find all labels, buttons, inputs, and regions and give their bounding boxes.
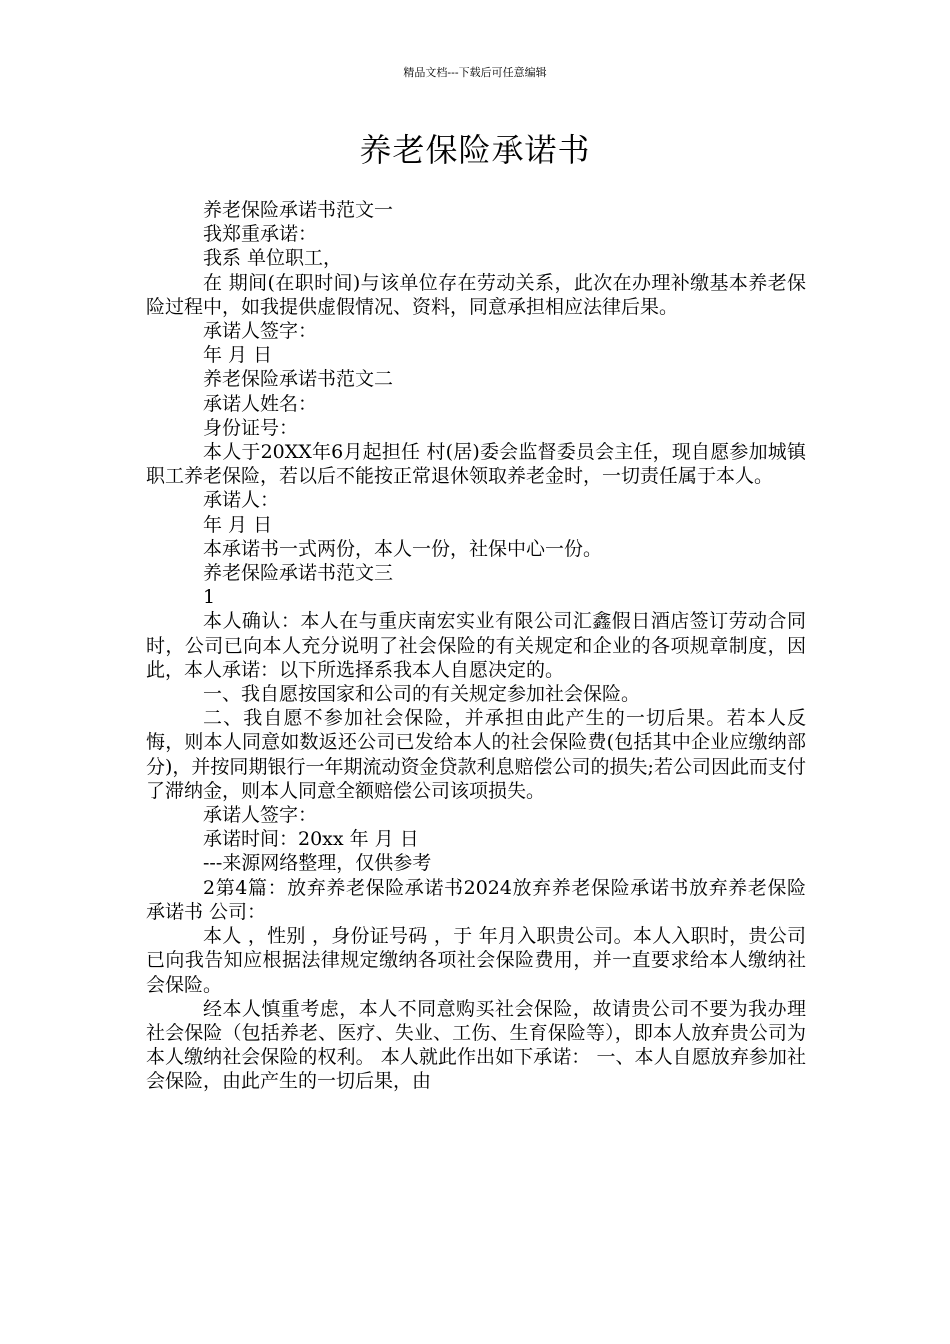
paragraph: 本人于20XX年6月起担任 村(居)委会监督委员会主任，现自愿参加城镇职工养老保险，若以后不能按正常退休领取养老金时，一切责任属于本人。 [146,441,806,488]
paragraph: 2第4篇：放弃养老保险承诺书2024放弃养老保险承诺书放弃养老保险承诺书 公司： [146,876,806,923]
date-line: 承诺时间：20xx 年 月 日 [203,828,419,851]
section-heading-2: 养老保险承诺书范文二 [203,368,394,391]
document-body [146,198,806,1094]
paragraph: 本人确认：本人在与重庆南宏实业有限公司汇鑫假日酒店签订劳动合同时，公司已向本人充分说明了社会保险的有关规定和企业的各项规章制度，因此，本人承诺：以下所选择系我本人自愿决定的。 [146,610,806,681]
source-note: ---来源网络整理，仅供参考 [203,852,432,875]
paragraph: 在 期间(在职时间)与该单位存在劳动关系，此次在办理补缴基本养老保险过程中，如我提供虚假情况、资料，同意承担相应法律后果。 [146,271,806,318]
section-heading-1: 养老保险承诺书范文一 [203,199,394,221]
paragraph: 我系 单位职工， [203,247,343,270]
paragraph: 一、我自愿按国家和公司的有关规定参加社会保险。 [203,683,641,706]
signature-line: 承诺人： [203,489,280,512]
signature-line: 承诺人签字： [203,320,318,343]
document-title: 养老保险承诺书 [359,131,591,169]
paragraph: 我郑重承诺： [203,223,318,246]
date-line: 年 月 日 [203,344,273,367]
paragraph: 本承诺书一式两份，本人一份，社保中心一份。 [203,537,603,560]
paragraph: 经本人慎重考虑，本人不同意购买社会保险，故请贵公司不要为我办理社会保险（包括养老、医疗、失业、工伤、生育保险等），即本人放弃贵公司为本人缴纳社会保险的权利。 本人就此作出如下承诺： 一、本人自愿放弃参加社会保险，由此产生的一切后果，由 [146,997,806,1093]
date-line: 年 月 日 [203,513,273,536]
paragraph: 承诺人姓名： [203,392,318,415]
paragraph: 二、我自愿不参加社会保险，并承担由此产生的一切后果。若本人反悔，则本人同意如数返还公司已发给本人的社会保险费(包括其中企业应缴纳部分)，并按同期银行一年期流动资金贷款利息赔偿公司的损失;若公司因此而支付了滞纳金，则本人同意全额赔偿公司该项损失。 [146,707,806,802]
paragraph: 本人 ，性别 ，身份证号码 ，于 年月入职贵公司。本人入职时，贵公司已向我告知应根据法律规定缴纳各项社会保险费用，并一直要求给本人缴纳社会保险。 [146,925,806,996]
section-heading-3: 养老保险承诺书范文三 [203,562,394,585]
page-number-marker: 1 [203,586,216,609]
paragraph: 身份证号： [203,416,299,439]
signature-line: 承诺人签字： [203,804,318,827]
page-header-watermark: 精品文档---下载后可任意编辑 [403,66,547,79]
